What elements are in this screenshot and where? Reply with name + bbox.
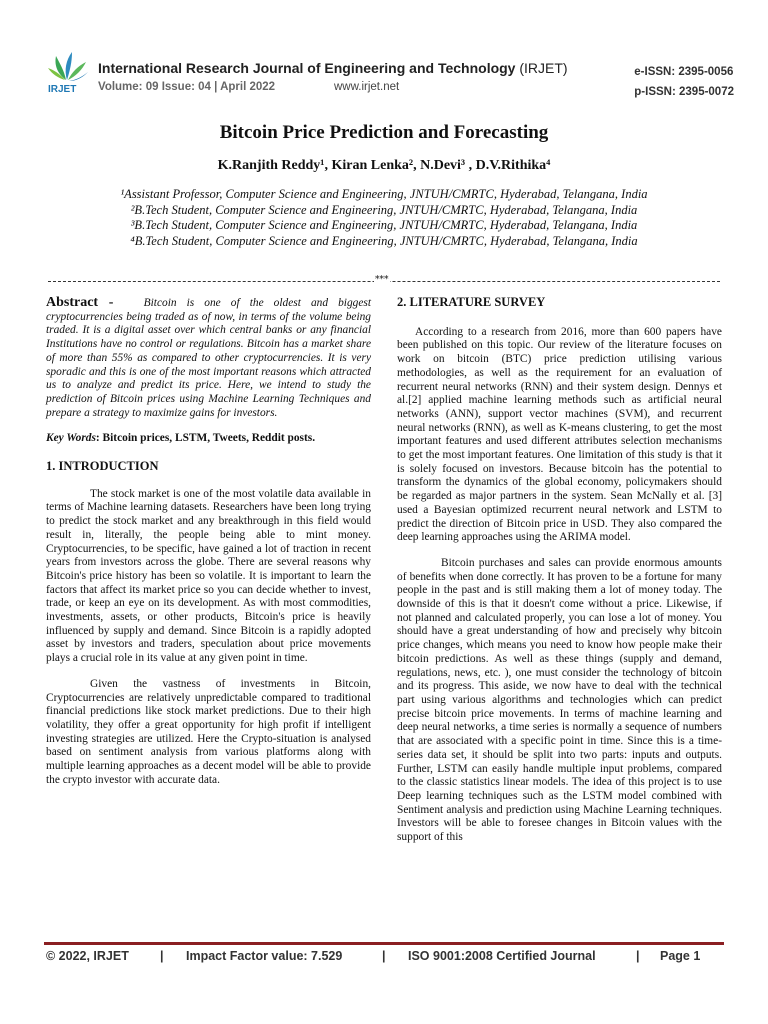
abstract — [46, 296, 371, 420]
footer-copyright: © 2022, IRJET — [46, 949, 129, 963]
divider-stars: *** — [375, 275, 389, 285]
affiliation-3: ³B.Tech Student, Computer Science and Engineering, JNTUH/CMRTC, Hyderabad, Telangana, India — [130, 218, 638, 232]
footer-page-number: Page 1 — [660, 949, 701, 963]
irjet-logo-icon — [44, 50, 92, 94]
intro-paragraph-1: The stock market is one of the most volatile data available in terms of Machine learning datasets. Researchers have been long trying to predict the stock market and any breakthrough in this field would result in, literally, the people being able to mint money. Cryptocurrencies, to be specific, have gained a lot of traction in recent years from investors across the globe. There are several reasons why Bitcoin's price history has been so volatile. It is important to learn the factors that affect its market price so you can decide whether to invest, trade, or keep an eye on its development. As with most commodities, investments, assets, or other products, Bitcoin's price is heavily influenced by supply and demand. Since Bitcoin is a rapidly adopted asset by investors and traders, speculation about price movements plays a crucial role in its value at any given point in time. — [46, 487, 371, 665]
footer-separator-2: | — [382, 949, 386, 963]
keywords-label: Key Words — [46, 432, 96, 445]
paper-title: Bitcoin Price Prediction and Forecasting — [219, 122, 549, 143]
volume-line — [98, 81, 400, 93]
journal-name: International Research Journal of Engineering and Technology (IRJET) — [98, 60, 568, 76]
affiliations — [0, 187, 768, 249]
e-issn: e-ISSN: 2395-0056 — [634, 66, 734, 78]
volume-info: Volume: 09 Issue: 04 | April 2022 — [98, 81, 276, 93]
footer-rule — [44, 942, 724, 945]
p-issn: p-ISSN: 2395-0072 — [634, 86, 734, 98]
affiliation-2: ²B.Tech Student, Computer Science and Engineering, JNTUH/CMRTC, Hyderabad, Telangana, India — [130, 202, 638, 217]
journal-header — [44, 50, 734, 100]
keywords — [46, 432, 371, 446]
footer-separator-3: | — [636, 949, 640, 963]
issn-block — [634, 62, 734, 102]
intro-paragraph-2: Given the vastness of investments in Bitcoin, Cryptocurrencies are relatively unpredictable compared to traditional financial predictions like stock market predictions. Due to their high volatility, they offer a great opportunity for high profit if intelligent investing strategies are utilized. Here the Crypto-situation is analysed based on sentiment analysis from various platforms along with multiple learning approaches as a decent model will be able to provide the crypto investor with accurate data. — [46, 677, 371, 786]
literature-heading: 2. LITERATURE SURVEY — [397, 295, 546, 309]
paper-authors: K.Ranjith Reddy¹, Kiran Lenka², N.Devi³ , D.V.Rithika⁴ — [217, 158, 551, 173]
right-column — [397, 296, 722, 857]
footer-impact-factor: Impact Factor value: 7.529 — [186, 949, 343, 963]
journal-url: www.irjet.net — [334, 81, 400, 93]
affiliation-1: ¹Assistant Professor, Computer Science and Engineering, JNTUH/CMRTC, Hyderabad, Telangana, India — [120, 187, 648, 201]
footer-separator-1: | — [160, 949, 164, 963]
affiliation-4: ⁴B.Tech Student, Computer Science and Engineering, JNTUH/CMRTC, Hyderabad, Telangana, India — [130, 233, 638, 248]
literature-paragraph-2: Bitcoin purchases and sales can provide enormous amounts of benefits when done correctly. It has proven to be a fortune for many people in the past and is still making them a lot of money today. The downside of this is that it doesn't come without a price. Likewise, if not planned and calculated properly, you can lose a lot of money. You should have a great understanding of how and precisely why bitcoin price changes, which means you need to know how people make their bitcoin predictions. As well as these things (supply and demand, regulations, news, etc. ), one must consider the technology of bitcoin and its progress. This aside, we now have to deal with the technical part using various algorithms and technologies which can predict precise bitcoin price movements. In terms of machine learning and deep neural networks, a time series is normally a sequence of numbers that are associated with a specific point in time. Since this is a time-series data set, it should be split into two parts: inputs and outputs. Further, LSTM can easily handle multiple input problems, compared to the classic statistics linear models. The idea of this project is to use Deep learning techniques such as the LSTM model combined with Sentiment analysis and prediction using Machine Learning techniques. Investors will be able to foresee changes in Bitcoin values with the support of this — [397, 556, 722, 844]
footer-iso: ISO 9001:2008 Certified Journal — [408, 949, 596, 963]
abstract-heading: Abstract - — [46, 295, 114, 310]
keywords-text: : Bitcoin prices, LSTM, Tweets, Reddit posts. — [95, 432, 316, 445]
literature-paragraph-1: According to a research from 2016, more than 600 papers have been published on this topic. Our review of the literature focuses on work on bitcoin (BTC) price prediction utilising various methodologies, as well as the requirement for an evaluation of recurrent neural networks (RNN) and their system design. Dennys et al.[2] applied machine learning methods such as artificial neural networks (ANN), support vector machines (SVM), and recurrent neural networks (RNN), as well as K-means clustering, to get the most important features and used different attributes selection mechanisms to get the most important features. One limitation of this study is that it is solely focused on investors. Because bitcoin has the potential to transform the dynamics of the global economy, policymakers should be regarded as major partners in the system. Sean McNally et al. [3] used a Bayesian optimized recurrent neural network and LSTM to predict the direction of Bitcoin price in USD. They also compared the deep learning approaches using the ARIMA model. — [397, 325, 722, 544]
left-column — [46, 296, 371, 800]
introduction-heading: 1. INTRODUCTION — [46, 459, 159, 474]
logo-text: IRJET — [48, 84, 77, 94]
abstract-text: Bitcoin is one of the oldest and biggest cryptocurrencies being traded as of now, in terms of the volume being traded. It is a digital asset over which central banks or any financial Institutions have no control or regulations. Bitcoin has a market share of more than 55% as compared to other cryptocurrencies. It is very sporadic and this is one of the most important reasons which attracted us to analyze and predict its price. Here, we intend to study the prediction of Bitcoin prices using Machine Learning Techniques and prepare a strategy to maximize gains for investors. — [46, 297, 372, 419]
